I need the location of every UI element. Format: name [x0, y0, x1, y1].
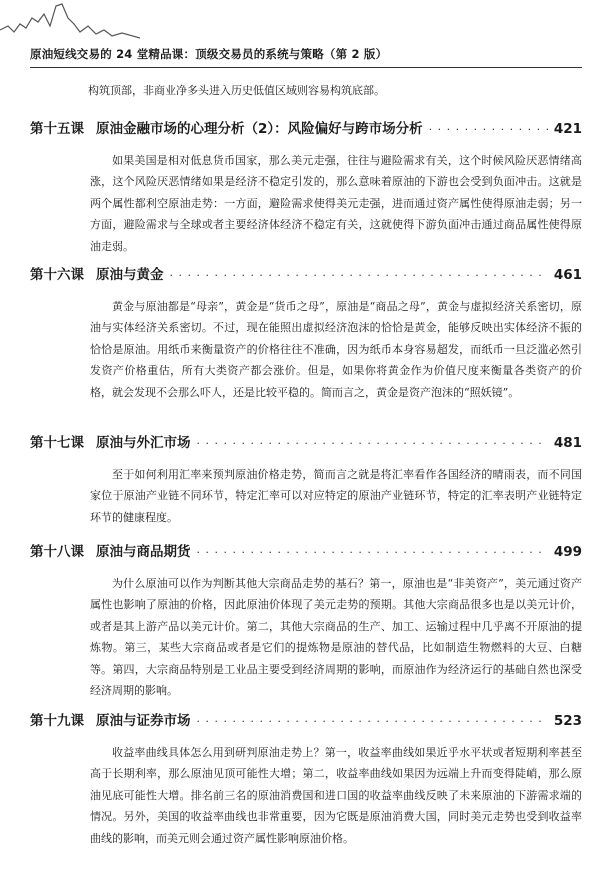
- header-divider: [30, 67, 582, 68]
- lesson-number: 第十八课: [30, 544, 84, 560]
- lesson-title: 原油与外汇市场: [96, 435, 191, 451]
- lesson-heading[interactable]: [30, 117, 582, 141]
- lesson-page-number: 499: [553, 544, 582, 560]
- lesson-page-number: 421: [553, 121, 582, 137]
- lesson-heading[interactable]: [30, 709, 582, 733]
- lesson-title: 原油与证券市场: [96, 713, 191, 729]
- lesson-title: 原油金融市场的心理分析（2）：风险偏好与跨市场分析: [96, 121, 423, 137]
- lesson-title: 原油与商品期货: [96, 544, 191, 560]
- book-title: 原油短线交易的 24 堂精品课：顶级交易员的系统与策略（第 2 版）: [30, 47, 388, 61]
- lesson-number: 第十五课: [30, 121, 84, 137]
- lesson-summary: 至于如何利用汇率来预判原油价格走势，简而言之就是将汇率看作各国经济的晴雨表，而不同国家位于原油产业链不同环节，特定汇率可以对应特定的原油产业链环节，特定的汇率表明产业链特定环节的健康程度。: [90, 468, 582, 524]
- header-decoration-line: [0, 0, 140, 44]
- leader-dots: [197, 715, 548, 728]
- lesson-summary: 收益率曲线具体怎么用到研判原油走势上？第一，收益率曲线如果近乎水平状或者短期利率甚至高于长期利率，那么原油见顶可能性大增；第二，收益率曲线如果因为远端上升而变得陡峭，那么原油见底可能性大增。排名前三名的原油消费国和进口国的收益率曲线反映了未来原油的下游需求端的情况。另外，美国的收益率曲线也非常重要，因为它既是原油消费大国，同时美元走势也受到收益率曲线的影响，而美元则会通过资产属性影响原油价格。: [90, 746, 582, 845]
- lesson-heading[interactable]: [30, 540, 582, 564]
- intro-paragraph: 构筑顶部，非商业净多头进入历史低值区域则容易构筑底部。: [88, 84, 385, 97]
- lesson-heading[interactable]: [30, 431, 582, 455]
- lesson-entry: [30, 540, 582, 701]
- lesson-number: 第十九课: [30, 713, 84, 729]
- lesson-number: 第十七课: [30, 435, 84, 451]
- lesson-entry: [30, 709, 582, 849]
- lesson-entry: [30, 117, 582, 257]
- leader-dots: [197, 546, 548, 559]
- lesson-entry: [30, 431, 582, 528]
- lesson-number: 第十六课: [30, 267, 84, 283]
- lesson-heading[interactable]: [30, 263, 582, 287]
- lesson-page-number: 461: [553, 267, 582, 283]
- lesson-summary: 为什么原油可以作为判断其他大宗商品走势的基石？第一，原油也是“非美资产”，美元通过资产属性也影响了原油的价格，因此原油价体现了美元走势的预期。其他大宗商品很多也是以美元计价，或者是其上游产品以美元计价。第二，其他大宗商品的生产、加工、运输过程中几乎离不开原油的提炼物。第三，某些大宗商品或者是它们的提炼物是原油的替代品，比如制造生物燃料的大豆、白糖等。第四，大宗商品特别是工业品主要受到经济周期的影响，而原油作为经济运行的基础自然也深受经济周期的影响。: [90, 577, 582, 698]
- leader-dots: [197, 437, 548, 450]
- leader-dots: [429, 123, 548, 136]
- lesson-page-number: 481: [553, 435, 582, 451]
- lesson-page-number: 523: [553, 713, 582, 729]
- leader-dots: [170, 269, 548, 282]
- lesson-title: 原油与黄金: [96, 267, 164, 283]
- lesson-summary: 如果美国是相对低息货币国家，那么美元走强，往往与避险需求有关，这个时候风险厌恶情绪高涨，这个风险厌恶情绪如果是经济不稳定引发的，那么意味着原油的下游也会受到负面冲击。这就是两个属性都利空原油走势：一方面，避险需求使得美元走强，进而通过资产属性使得原油走弱；另一方面，避险需求与全球或者主要经济体经济不稳定有关，这就使得下游负面冲击通过商品属性使得原油走弱。: [90, 154, 582, 253]
- lesson-summary: 黄金与原油都是“母亲”，黄金是“货币之母”，原油是“商品之母”，黄金与虚拟经济关系密切，原油与实体经济关系密切。不过，现在能照出虚拟经济泡沫的恰恰是黄金，能够反映出实体经济不振的恰恰是原油。用纸币来衡量资产的价格往往不准确，因为纸币本身容易超发，而纸币一旦泛滥必然引发资产价格重估，所有大类资产都会涨价。但是，如果你将黄金作为价值尺度来衡量各类资产的价格，就会发现不会那么吓人，还是比较平稳的。简而言之，黄金是资产泡沫的“照妖镜”。: [90, 300, 582, 399]
- lesson-entry: [30, 263, 582, 403]
